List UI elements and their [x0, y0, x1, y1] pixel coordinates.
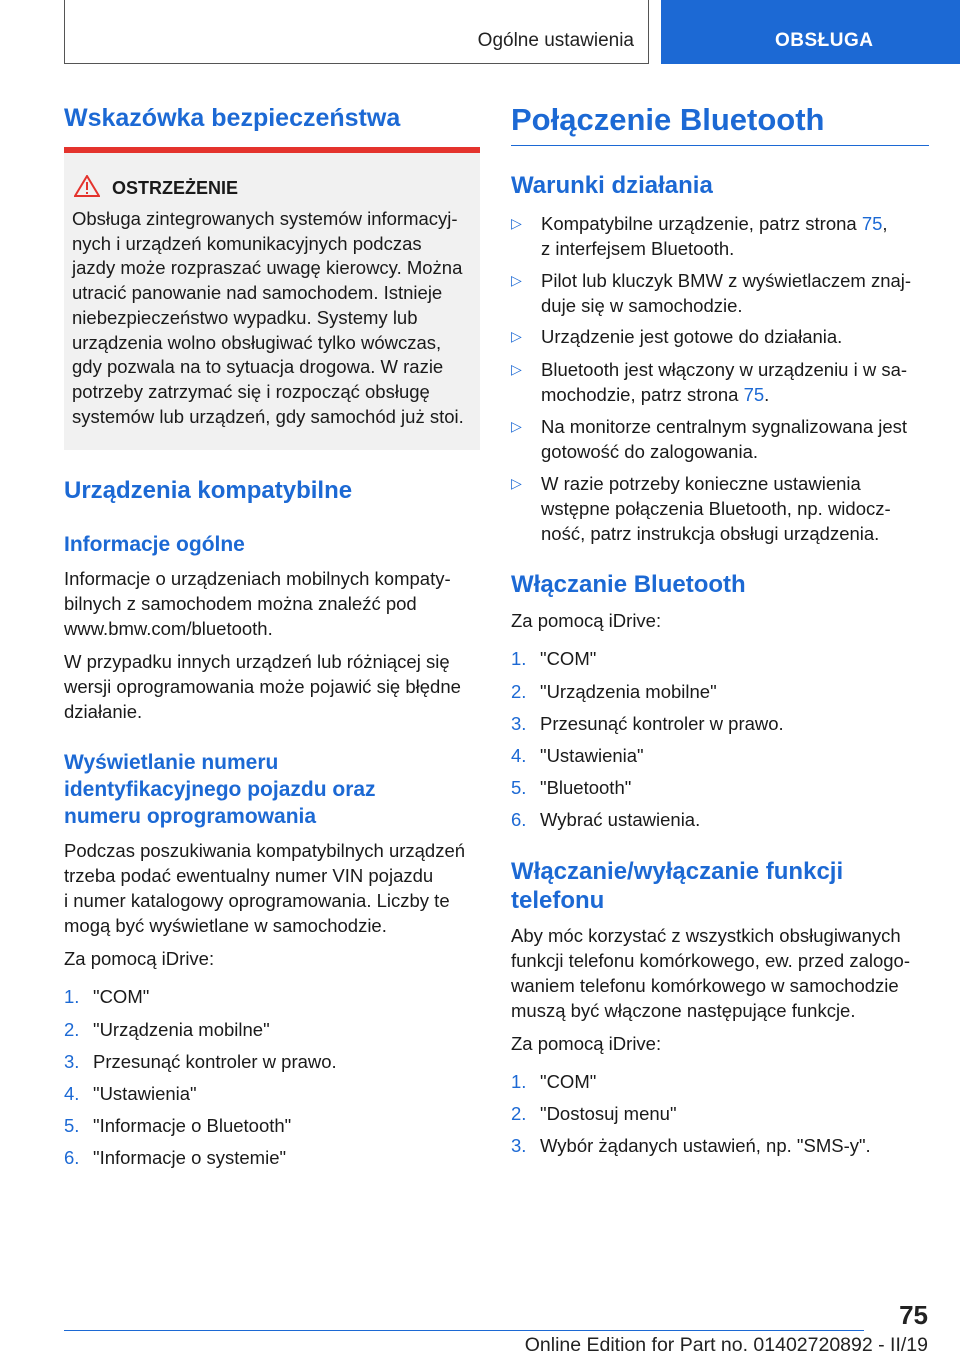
page-ref-link[interactable]: 75	[861, 213, 883, 234]
conditions-heading: Warunki działania	[511, 172, 713, 199]
vin-heading: Wyświetlanie numeru identyfikacyjnego pojazdu oraz numeru oprogramowania	[64, 751, 376, 828]
idrive-label: Za pomocą iDrive:	[64, 948, 215, 969]
warning-box	[64, 147, 480, 450]
main-heading: Połączenie Bluetooth	[511, 102, 825, 137]
footer-rule	[64, 1330, 864, 1331]
warning-triangle-icon	[74, 175, 100, 197]
heading-rule	[511, 145, 929, 146]
phone-paragraph: Aby móc korzystać z wszystkich obsługiwanych funkcji telefonu komórkowego, ew. przed zalogo- waniem telefonu komórkowego w samochodzie muszą być włączone następujące funkcje.	[511, 925, 910, 1021]
page-ref-link[interactable]: 75	[743, 384, 765, 405]
bluetooth-on-heading: Włączanie Bluetooth	[511, 571, 746, 598]
header-chapter-tab	[661, 0, 960, 64]
safety-heading: Wskazówka bezpieczeństwa	[64, 104, 401, 132]
general-paragraph-1: Informacje o urządzeniach mobilnych kompaty- bilnych z samochodem można znaleźć pod www.bmw.com/bluetooth.	[64, 568, 451, 639]
idrive-label: Za pomocą iDrive:	[511, 610, 662, 631]
header-section-box	[64, 0, 649, 64]
general-paragraph-2: W przypadku innych urządzeń lub różniącej się wersji oprogramowania może pojawić się błędne działanie.	[64, 651, 461, 722]
idrive-label: Za pomocą iDrive:	[511, 1033, 662, 1054]
header-chapter-label: OBSŁUGA	[775, 30, 874, 51]
header-section-title: Ogólne ustawienia	[477, 30, 634, 51]
phone-functions-heading: Włączanie/wyłączanie funkcji telefonu	[511, 858, 844, 914]
warning-text: Obsługa zintegrowanych systemów informacyj- nych i urządzeń komunikacyjnych podczas jazdy może rozpraszać uwagę kierowcy. Można utracić panowanie nad samochodem. Istnieje niebezpieczeństwo wypadku. Systemy lub urządzenia wolno obsługiwać tylko wówczas, gdy pozwala na to sytuacja drogowa. W razie potrzeby zatrzymać się i rozpocząć obsługę systemów lub urządzeń, gdy samochód już stoi.	[72, 208, 464, 427]
warning-title: OSTRZEŻENIE	[112, 178, 239, 198]
vin-paragraph: Podczas poszukiwania kompatybilnych urządzeń trzeba podać ewentualny numer VIN pojazdu i numer katalogowy oprogramowania. Liczby te mogą być wyświetlane w samochodzie.	[64, 840, 466, 936]
general-heading: Informacje ogólne	[64, 533, 245, 556]
compat-heading: Urządzenia kompatybilne	[64, 477, 353, 504]
footer-edition: Online Edition for Part no. 01402720892 - II/19	[524, 1334, 928, 1356]
page-number: 75	[899, 1300, 928, 1330]
